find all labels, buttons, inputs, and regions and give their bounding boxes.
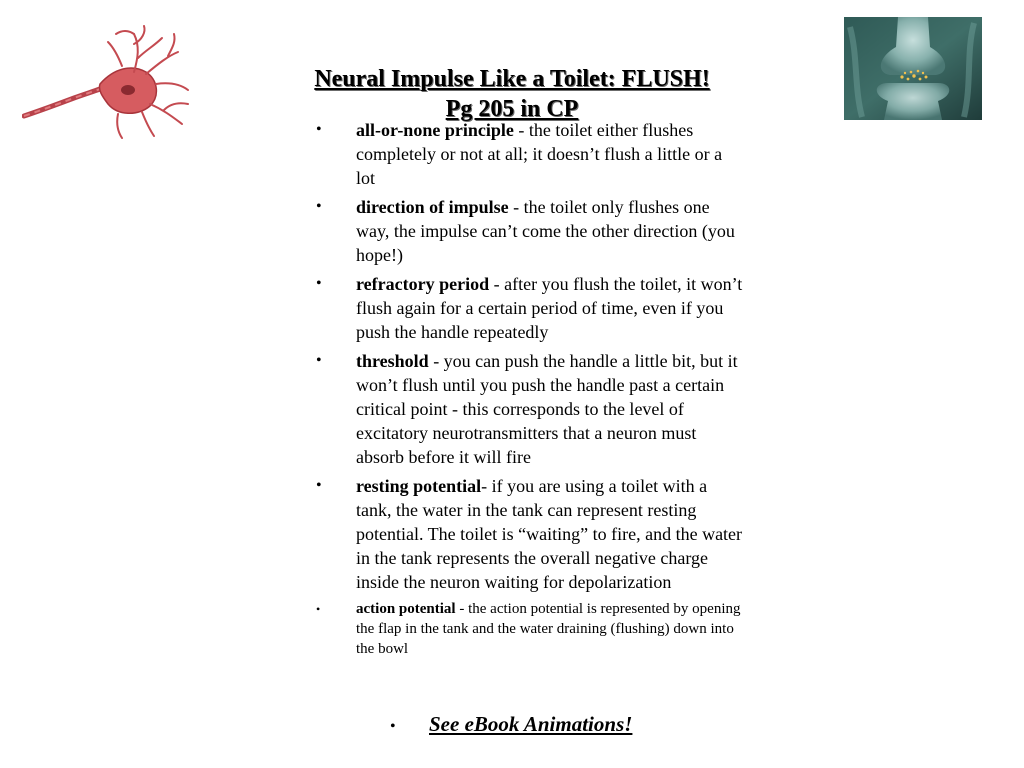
bullet-list — [314, 118, 744, 659]
bullet-text: - you can push the handle a little bit, but it won’t flush until you push the handle past a certain critical point - this corresponds to the level of excitatory neurotransmitters that a neuron must absorb before it will fire — [356, 351, 738, 467]
neuron-illustration-icon — [22, 24, 192, 140]
slide-title-line1: Neural Impulse Like a Toilet: FLUSH! — [314, 66, 710, 92]
ebook-animations-bullet — [390, 710, 632, 741]
bullet-term: direction of impulse — [356, 197, 509, 217]
bullet-term: refractory period — [356, 274, 490, 294]
bullet-dot: • — [390, 718, 396, 735]
bullet-term: all-or-none principle — [356, 120, 514, 140]
ebook-animations-link[interactable]: See eBook Animations! — [429, 712, 633, 736]
slide-title-line2: Pg 205 in CP — [445, 96, 579, 122]
bullet-refractory-period — [314, 272, 744, 344]
bullet-term: action potential — [356, 601, 456, 617]
bullet-text: - if you are using a toilet with a tank, the water in the tank can represent resting potential. The toilet is “waiting” to fire, and the water in the tank represents the overall negative charge inside the neuron waiting for depolarization — [356, 476, 743, 592]
slide-title — [250, 64, 774, 124]
bullet-text: - the toilet only flushes one way, the impulse can’t come the other direction (you hope!) — [356, 197, 735, 265]
bullet-dot: • — [316, 275, 322, 292]
bullet-term: resting potential — [356, 476, 482, 496]
bullet-dot: • — [316, 198, 322, 215]
bullet-dot: • — [316, 352, 322, 369]
bullet-dot: • — [316, 477, 322, 494]
bullet-action-potential — [314, 599, 744, 659]
bullet-resting-potential — [314, 474, 744, 594]
bullet-text: - after you flush the toilet, it won’t flush again for a certain period of time, even if you push the handle repeatedly — [356, 274, 743, 342]
bullet-direction-of-impulse — [314, 195, 744, 267]
bullet-threshold — [314, 349, 744, 469]
bullet-dot: • — [316, 602, 321, 616]
bullet-term: threshold — [356, 351, 429, 371]
synapse-illustration-icon — [844, 17, 982, 120]
bullet-all-or-none — [314, 118, 744, 190]
bullet-text: - the toilet either flushes completely or not at all; it doesn’t flush a little or a lot — [356, 120, 723, 188]
bullet-dot: • — [316, 121, 322, 138]
bullet-text: - the action potential is represented by opening the flap in the tank and the water draining (flushing) down into the bowl — [356, 601, 741, 657]
